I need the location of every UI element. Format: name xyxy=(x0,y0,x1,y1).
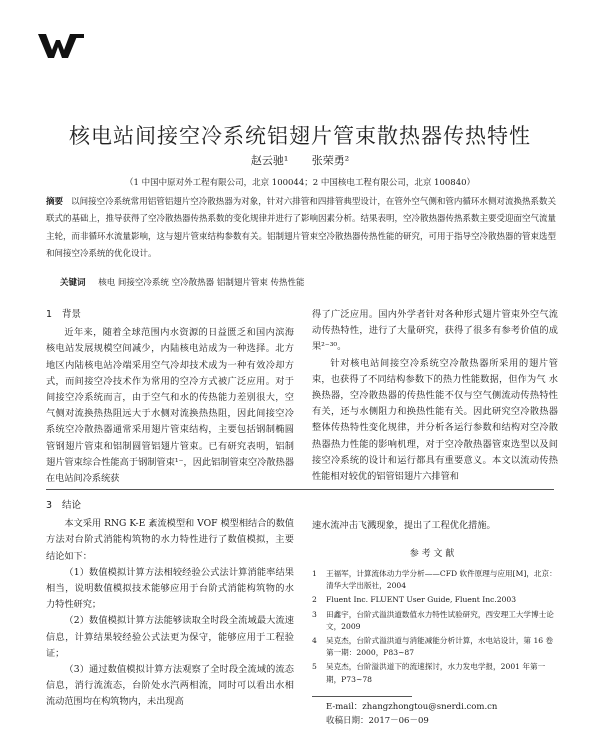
section-heading xyxy=(46,498,294,514)
affiliation: （1 中国中原对外工程有限公司，北京 100044；2 中国核电工程有限公司，北京 100840） xyxy=(124,178,476,188)
reference-text: 吴克杰，台阶式溢洪道与消能减能分析计算，水电站设计，第 16 卷第一期：2000，P83~87 xyxy=(326,636,554,658)
reference-text: 吴克杰，台阶溢洪道下的流速探讨，水力发电学报，2001 年第一期，P73~78 xyxy=(326,662,546,684)
paragraph: （2）数值模拟计算方法能够读取全时段全流域最大流速信息，计算结果较经验公式法更为保守，能够应用于工程验证； xyxy=(46,615,294,659)
paper-title: 核电站间接空冷系统铝翅片管束散热器传热特性 xyxy=(69,124,531,148)
section-1-right xyxy=(312,307,558,485)
section-3-left xyxy=(46,498,294,711)
paragraph: 本文采用 RNG K-E 紊流模型和 VOF 模型相结合的数值方法对台阶式消能构筑物的水力特性进行了数值模拟，主要结论如下： xyxy=(46,518,294,562)
reference-number: 1 xyxy=(312,569,317,578)
paragraph: 速水流冲击飞溅现象，提出了工程优化措施。 xyxy=(312,520,496,531)
section-number: 1 xyxy=(46,309,53,320)
reference-number: 2 xyxy=(312,595,317,605)
author-2: 张荣勇² xyxy=(311,154,350,167)
reference-text: Fluent Inc. FLUENT User Guide, Fluent Inc.2003 xyxy=(326,595,517,605)
journal-logo xyxy=(38,34,84,58)
paragraph: （3）通过数值模拟计算方法观察了全时段全流域的流态信息，消行流流态，台阶处水汽两相流，同时可以看出水相流动范围均在构筑物内，未出现高 xyxy=(46,664,294,708)
reference-item xyxy=(312,568,560,592)
section-title: 结论 xyxy=(62,500,82,511)
paragraph: 近年来，随着全球范围内水资源的日益匮乏和国内滨海核电站发展规模空间减少，内陆核电站成为一种选择。北方地区内陆核电站冷端采用空气冷却技术成为一种有效冷却方式，而间接空冷技术作为常用的空冷方式被广泛应用。对于间接空冷系统而言，由于空气和水的传热能力差别很大，空气侧对流换热热阻远大于水侧对流换热热阻，因此间接空冷系统空冷散热器通常采用翅片管束结构，主要包括钢制椭圆管钢翅片管束和铝制圆管铝翅片管束。已有研究表明，铝制翅片管束综合性能高于钢制管束¹⁻，因此铝制管束空冷散热器在电站间冷系统获 xyxy=(46,327,294,485)
section-3-right xyxy=(312,518,558,534)
abstract-label: 摘要 xyxy=(46,197,64,207)
reference-item xyxy=(312,594,560,606)
section-1-left xyxy=(46,307,294,487)
reference-number: 3 xyxy=(312,609,317,619)
keywords-text: 核电 间接空冷系统 空冷散热器 铝制翅片管束 传热性能 xyxy=(98,278,305,288)
paragraph: 针对核电站间接空冷系统空冷散热器所采用的翅片管束，也获得了不同结构参数下的热力性能数据，但作为气 水换热器，空冷散热器的传热性能不仅与空气侧流动传热特性有关，还与水侧阻力和换热性能有关。因此研究空冷散热器整体传热特性变化规律，并分析各运行参数和结构对空冷散热器热力性能的影响机理，对于空冷散热器管束选型以及间接空冷系统的设计和运行都具有重要意义。本文以流动传热性能相对较优的铝管铝翅片六排管和 xyxy=(312,357,558,483)
keywords-label: 关键词 xyxy=(60,278,86,288)
abstract xyxy=(46,194,556,264)
reference-text: 王福军，计算流体动力学分析——CFD 软件原理与应用[M]，北京：清华大学出版社，2004 xyxy=(326,569,557,591)
section-number: 3 xyxy=(46,500,53,511)
reference-number: 4 xyxy=(312,636,317,646)
reference-text: 田鑫宇，台阶式溢洪道数值水力特性试验研究，西安理工大学博士论文，2009 xyxy=(326,609,554,631)
references-list xyxy=(312,568,560,688)
received-date: 收稿日期：2017－06－09 xyxy=(326,716,429,726)
author-email: E-mail：zhangzhongtou@snerdi.com.cn xyxy=(326,702,498,712)
keywords xyxy=(60,276,560,288)
reference-item xyxy=(312,661,560,685)
reference-number: 5 xyxy=(312,662,317,672)
section-heading xyxy=(46,307,294,323)
references-title: 参 考 文 献 xyxy=(409,549,455,559)
abstract-text: 以间接空冷系统常用铝管铝翅片空冷散热器为对象，针对六排管和四排管典型设计，在管外空气侧和管内循环水侧对流换热系数关联式的基础上，推导获得了空冷散热器传热系数的变化规律并进行了影响因素分析。结果表明，空冷散热器传热系数主要受迎面空气流量主轮，而非循环水流量影响，这与翅片管束结构参数有关。铝制翅片管束空冷散热器传热性能的研究，可用于指导空冷散热器的管束选型和间接空冷系统的优化设计。 xyxy=(46,197,557,260)
footnote xyxy=(326,700,497,728)
authors xyxy=(0,152,600,168)
footnote-divider xyxy=(312,696,412,697)
reference-item xyxy=(312,609,560,633)
section-title: 背景 xyxy=(62,309,82,320)
author-1: 赵云驰¹ xyxy=(250,154,289,167)
section-divider xyxy=(46,489,554,490)
paragraph: 得了广泛应用。国内外学者针对各种形式翅片管束外空气流动传热特性，进行了大量研究，获得了很多有参考价值的成果²⁻³⁰。 xyxy=(312,309,558,353)
reference-item xyxy=(312,635,560,659)
paragraph: （1）数值模拟计算方法相较经验公式法计算消能率结果相当，说明数值模拟技术能够应用于台阶式消能构筑物的水力特性研究； xyxy=(46,566,294,611)
